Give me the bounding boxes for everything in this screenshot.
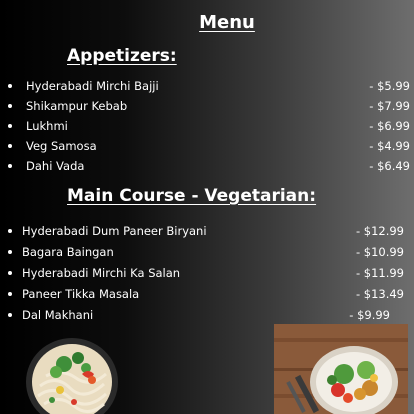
- list-item: [8, 96, 410, 116]
- bullet-icon: [8, 271, 12, 275]
- bullet-icon: [8, 313, 12, 317]
- item-name: Bagara Baingan: [22, 245, 114, 259]
- item-price: - $6.49: [369, 159, 410, 173]
- list-item: [8, 221, 404, 242]
- item-name: Hyderabadi Mirchi Bajji: [26, 79, 159, 93]
- list-item: [8, 116, 410, 136]
- bullet-icon: [8, 164, 12, 168]
- item-price: - $10.99: [355, 245, 404, 259]
- menu-title: Menu: [199, 12, 255, 33]
- bullet-icon: [8, 292, 12, 296]
- item-name: Veg Samosa: [26, 139, 97, 153]
- item-name: Shikampur Kebab: [26, 99, 128, 113]
- bullet-icon: [8, 144, 12, 148]
- item-name: Lukhmi: [26, 119, 68, 133]
- item-name: Dahi Vada: [26, 159, 85, 173]
- salad-bowl-image: [274, 324, 408, 414]
- item-price: - $6.99: [369, 119, 410, 133]
- list-item: [8, 76, 410, 96]
- bullet-icon: [8, 229, 12, 233]
- item-name: Dal Makhani: [22, 308, 94, 322]
- list-item: [8, 242, 404, 263]
- list-item: [8, 136, 410, 156]
- bullet-icon: [8, 250, 12, 254]
- bullet-icon: [8, 124, 12, 128]
- item-name: Hyderabadi Dum Paneer Biryani: [22, 224, 207, 238]
- item-price: - $12.99: [355, 224, 404, 238]
- list-item: [8, 284, 404, 305]
- item-price: - $11.99: [355, 266, 404, 280]
- item-price: - $13.49: [355, 287, 404, 301]
- noodle-bowl-image: [26, 328, 118, 414]
- main-course-heading: Main Course - Vegetarian:: [67, 186, 317, 206]
- list-item: [8, 305, 404, 326]
- item-price: - $5.99: [369, 79, 410, 93]
- list-item: [8, 263, 404, 284]
- item-name: Paneer Tikka Masala: [22, 287, 140, 301]
- item-price: - $4.99: [369, 139, 410, 153]
- bullet-icon: [8, 104, 12, 108]
- item-name: Hyderabadi Mirchi Ka Salan: [22, 266, 181, 280]
- item-price: - $9.99: [349, 308, 390, 322]
- bullet-icon: [8, 84, 12, 88]
- appetizers-list: [8, 76, 410, 176]
- appetizers-heading: Appetizers:: [67, 46, 177, 66]
- main-course-list: [8, 221, 404, 326]
- item-price: - $7.99: [369, 99, 410, 113]
- list-item: [8, 156, 410, 176]
